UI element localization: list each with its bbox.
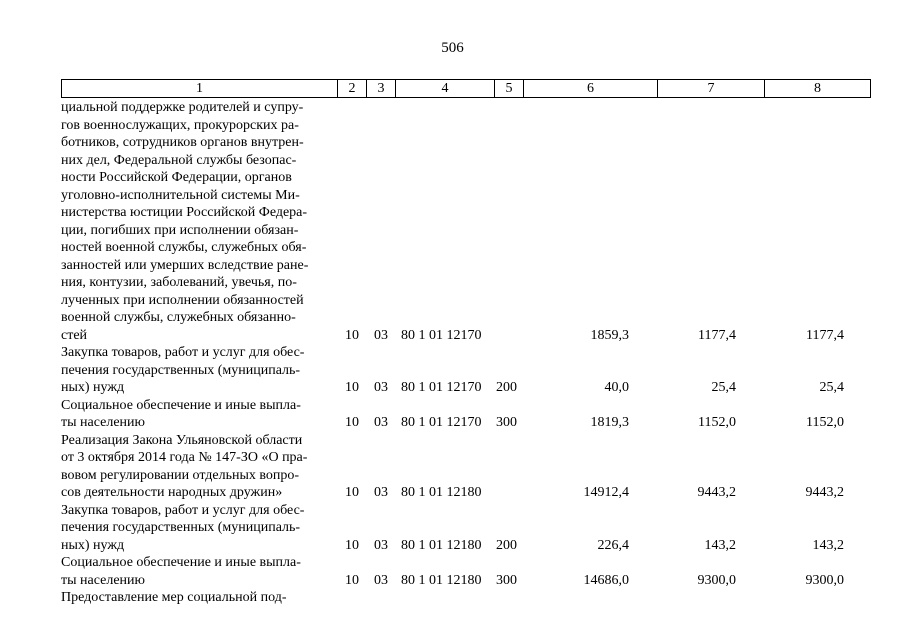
row-value-col8: 9443,2 xyxy=(805,485,844,500)
row-target-article: 80 1 01 12180 xyxy=(401,572,482,588)
column-header-8: 8 xyxy=(814,81,821,96)
row-target-article: 80 1 01 12170 xyxy=(401,415,482,430)
row-target-article: 80 1 01 12170 xyxy=(401,327,482,343)
row-expense-type: 300 xyxy=(496,572,517,588)
page-number: 506 xyxy=(441,40,464,56)
row-value-col7: 143,2 xyxy=(704,537,736,553)
row-subsection: 03 xyxy=(374,415,388,430)
row-value-col8: 1177,4 xyxy=(806,327,844,343)
row-section: 10 xyxy=(345,485,359,500)
budget-table-body xyxy=(61,99,851,607)
column-header-5: 5 xyxy=(495,80,524,97)
row-value-col7: 9300,0 xyxy=(697,572,736,588)
column-header-2: 2 xyxy=(338,80,367,97)
column-header-4: 4 xyxy=(396,80,495,97)
table-row xyxy=(61,589,851,607)
row-expense-type: 300 xyxy=(496,415,517,430)
row-description: Предоставление мер социальной под- xyxy=(61,590,287,605)
row-target-article: 80 1 01 12180 xyxy=(401,485,482,500)
column-header-7: 7 xyxy=(658,80,765,97)
row-value-col8: 9300,0 xyxy=(805,572,844,588)
row-value-col8: 1152,0 xyxy=(806,415,844,430)
row-description: Социальное обеспечение и иные выпла- ты населению xyxy=(61,397,301,430)
row-value-col6: 1859,3 xyxy=(590,327,629,343)
row-value-col7: 25,4 xyxy=(711,380,736,395)
row-description: Закупка товаров, работ и услуг для обес- печения государственных (муниципаль- ных) нужд xyxy=(61,345,305,395)
row-section: 10 xyxy=(345,327,359,343)
row-value-col8: 143,2 xyxy=(812,537,844,553)
row-subsection: 03 xyxy=(374,380,388,395)
row-subsection: 03 xyxy=(374,572,388,588)
table-row xyxy=(61,502,851,555)
row-value-col6: 14686,0 xyxy=(583,572,629,588)
row-section: 10 xyxy=(345,415,359,430)
column-header-1: 1 xyxy=(62,80,338,97)
table-header-row xyxy=(61,79,871,98)
row-value-col7: 1152,0 xyxy=(698,415,736,430)
row-section: 10 xyxy=(345,537,359,553)
row-expense-type: 200 xyxy=(496,537,517,553)
row-target-article: 80 1 01 12170 xyxy=(401,380,482,395)
row-section: 10 xyxy=(345,380,359,395)
row-subsection: 03 xyxy=(374,537,388,553)
row-subsection: 03 xyxy=(374,327,388,343)
row-description: Закупка товаров, работ и услуг для обес- печения государственных (муниципаль- ных) нужд xyxy=(61,502,305,553)
table-row xyxy=(61,554,851,589)
row-value-col7: 9443,2 xyxy=(697,485,736,500)
table-row xyxy=(61,344,851,397)
row-description: циальной поддержке родителей и супру- гов военнослужащих, прокурорских ра- ботников, сотрудников органов внутрен- них дел, Федеральной службы безопас- ности Российской Федерации, органов уголовно-исполнительной системы Ми- нистерства юстиции Российской Федера- ции, погибших при исполнении обязан- ностей военной службы, служебных обя- занностей или умерших вследствие ране- ния, контузии, заболеваний, увечья, по- лученных при исполнении обязанностей военной службы, служебных обязанно- стей xyxy=(61,100,309,343)
row-subsection: 03 xyxy=(374,485,388,500)
column-header-3: 3 xyxy=(367,80,396,97)
table-row xyxy=(61,99,851,344)
row-target-article: 80 1 01 12180 xyxy=(401,537,482,553)
row-value-col7: 1177,4 xyxy=(698,327,736,343)
row-value-col6: 40,0 xyxy=(604,380,629,395)
row-value-col6: 1819,3 xyxy=(590,415,629,430)
table-row xyxy=(61,397,851,432)
table-row xyxy=(61,432,851,502)
row-section: 10 xyxy=(345,572,359,588)
row-value-col6: 14912,4 xyxy=(583,485,629,500)
row-value-col6: 226,4 xyxy=(597,537,629,553)
row-description: Социальное обеспечение и иные выпла- ты населению xyxy=(61,555,301,588)
row-expense-type: 200 xyxy=(496,380,517,395)
row-description: Реализация Закона Ульяновской области от 3 октября 2014 года № 147-ЗО «О пра- вовом регулировании отдельных вопро- сов деятельности народных дружин» xyxy=(61,432,308,500)
row-value-col8: 25,4 xyxy=(819,380,844,395)
column-header-6: 6 xyxy=(524,80,658,97)
